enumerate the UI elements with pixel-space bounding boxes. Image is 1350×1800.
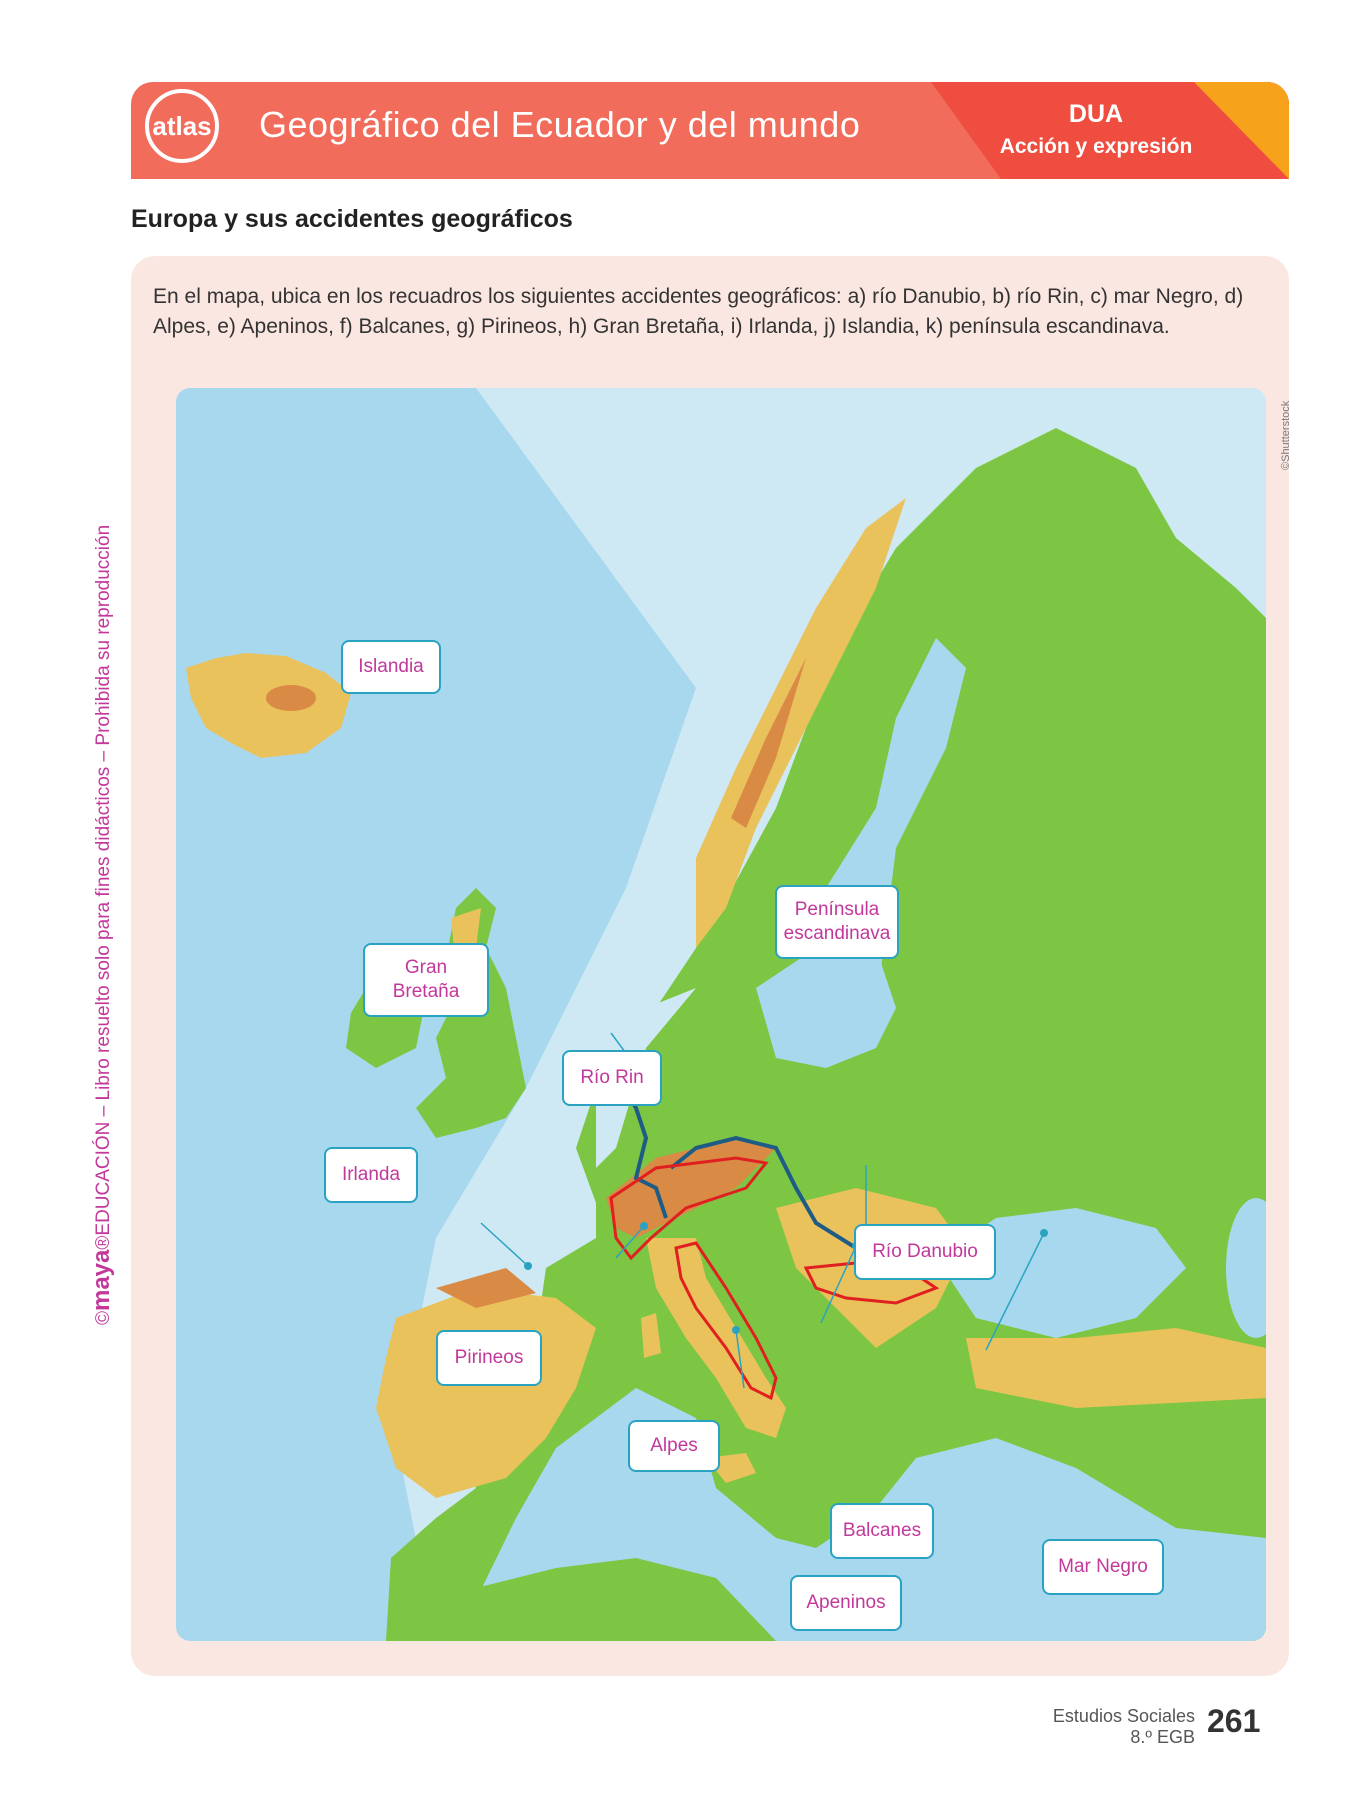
copyright-symbol: © — [93, 1311, 114, 1325]
dua-subtitle: Acción y expresión — [999, 135, 1193, 158]
registered-symbol: ® — [93, 1235, 114, 1250]
peninsula-line-1: Península — [794, 899, 880, 920]
instructions: En el mapa, ubica en los recuadros los siguientes accidentes geográficos: a) río Danubio, b) río Rin, c) mar Negro, d) Alpes, e) Apeninos, f) Balcanes, g) Pirineos, h) Gran Bretaña, i) Irlanda, j) Islandia, k) península escandinava. — [153, 285, 1244, 338]
label-rio-rin: Río Rin — [562, 1050, 662, 1106]
pirineos-marker — [524, 1262, 532, 1270]
label-pirineos: Pirineos — [436, 1330, 542, 1386]
header-banner — [131, 82, 1289, 179]
logo-text: atlas — [152, 110, 212, 141]
gran-bretana-line-1: Gran — [404, 957, 448, 978]
footer-grade: 8.º EGB — [1130, 1727, 1195, 1747]
gran-bretana-line-2: Bretaña — [392, 981, 460, 1002]
label-rio-danubio: Río Danubio — [854, 1224, 996, 1280]
image-credit: ©Shutterstock — [1280, 400, 1292, 470]
label-peninsula-escandinava — [775, 885, 899, 959]
mar-negro-marker — [1040, 1229, 1048, 1237]
label-apeninos: Apeninos — [790, 1575, 902, 1631]
label-mar-negro: Mar Negro — [1042, 1539, 1164, 1595]
europe-map — [176, 388, 1266, 1641]
section-title: Europa y sus accidentes geográficos — [131, 205, 573, 233]
copyright-notice — [88, 525, 116, 1325]
label-irlanda: Irlanda — [324, 1147, 418, 1203]
copyright-text: EDUCACIÓN – Libro resuelto solo para fines didácticos – Prohibida su reproducción — [93, 524, 114, 1236]
label-alpes: Alpes — [628, 1420, 720, 1472]
apeninos-marker — [732, 1326, 740, 1334]
atlas-logo — [145, 89, 219, 163]
alpes-marker — [640, 1222, 648, 1230]
map-graphic — [176, 388, 1266, 1641]
dua-title: DUA — [1068, 100, 1124, 128]
label-gran-bretana — [363, 943, 489, 1017]
peninsula-line-2: escandinava — [783, 923, 891, 944]
label-balcanes: Balcanes — [830, 1503, 934, 1559]
footer-subject: Estudios Sociales — [1052, 1706, 1195, 1726]
iceland-highlands — [266, 685, 316, 711]
header-title: Geográfico del Ecuador y del mundo — [259, 104, 861, 145]
label-islandia: Islandia — [341, 640, 441, 694]
page-number: 261 — [1207, 1703, 1261, 1739]
brand-name: maya — [88, 1249, 115, 1311]
